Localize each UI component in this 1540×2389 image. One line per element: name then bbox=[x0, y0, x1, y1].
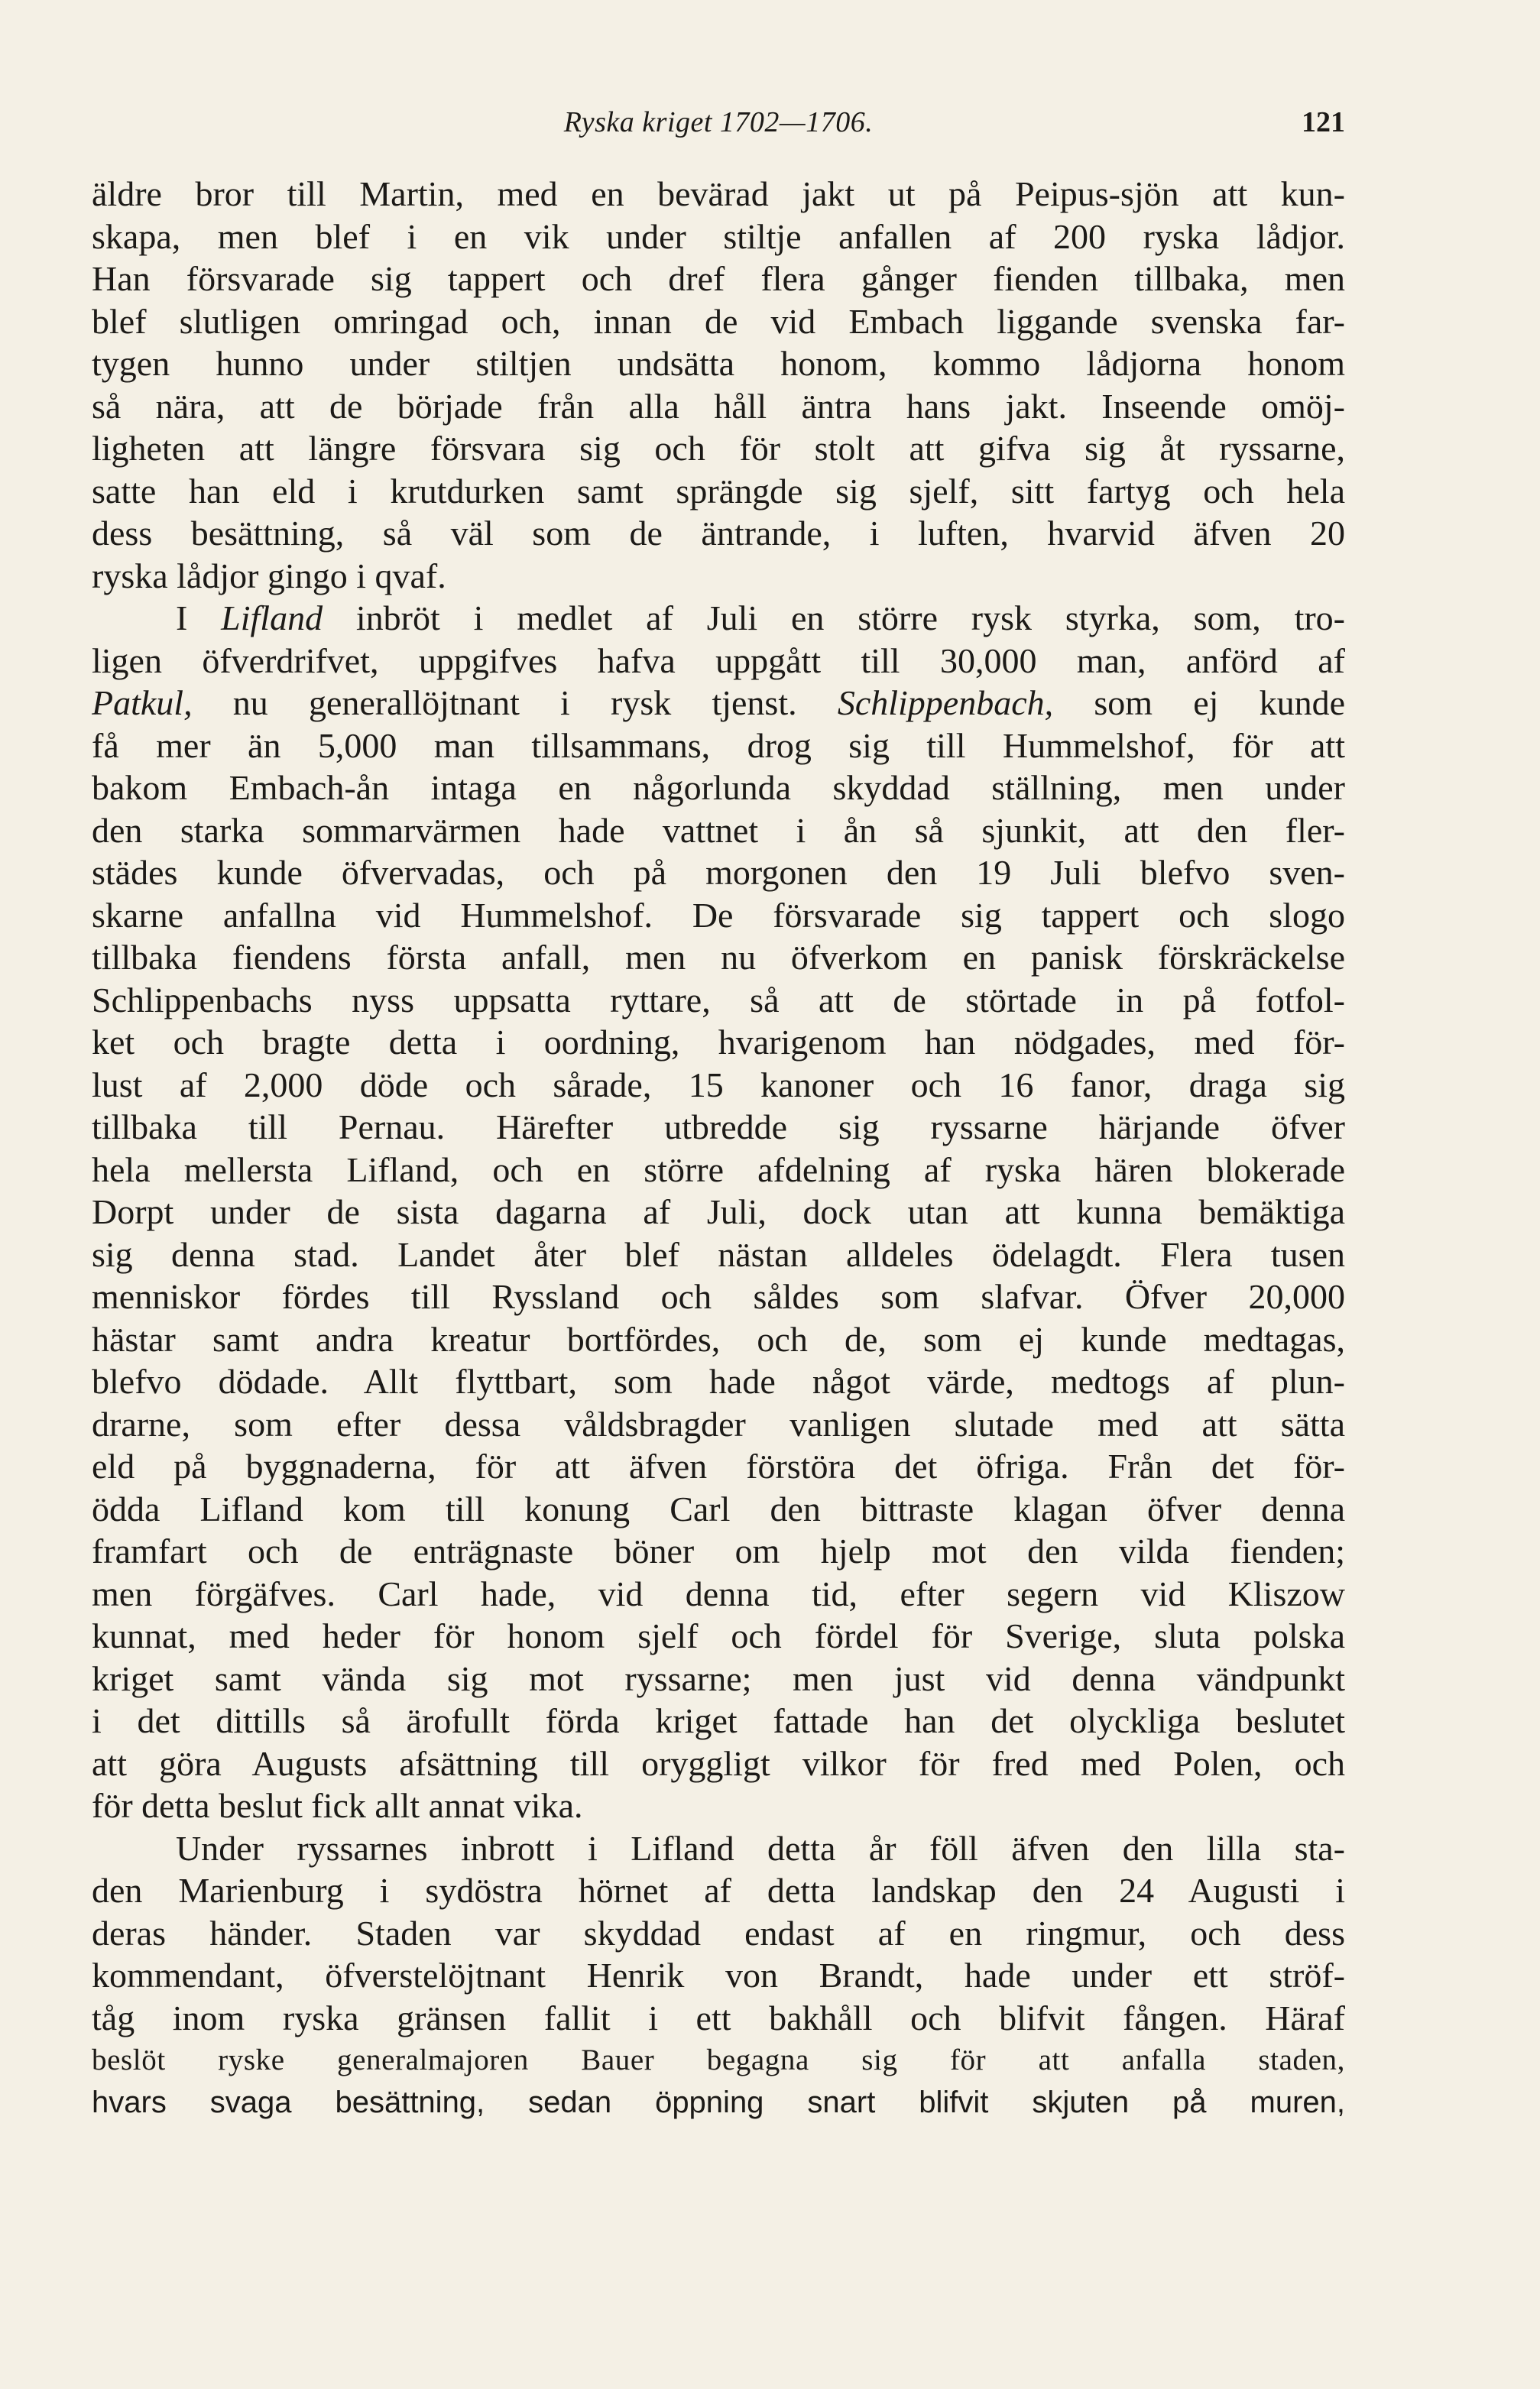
text-line: tygen hunno under stiltjen undsätta honom, kommo lådjorna honom bbox=[92, 344, 1345, 383]
page-number: 121 bbox=[1302, 106, 1345, 138]
text-line: Han försvarade sig tappert och dref flera gånger fienden tillbaka, men bbox=[92, 259, 1345, 298]
text-line: hela mellersta Lifland, och en större afdelning af ryska hären blokerade bbox=[92, 1149, 1345, 1189]
text-line: lust af 2,000 döde och sårade, 15 kanoner och 16 fanor, draga sig bbox=[92, 1065, 1345, 1104]
italic-name: Patkul, bbox=[92, 683, 193, 722]
text-line: sig denna stad. Landet åter blef nästan alldeles ödelagdt. Flera tusen bbox=[92, 1234, 1345, 1274]
text-line: framfart och de enträgnaste böner om hjelp mot den vilda fienden; bbox=[92, 1532, 1345, 1571]
italic-name: Lifland bbox=[221, 598, 323, 637]
text-line: kriget samt vända sig mot ryssarne; men just vid denna vändpunkt bbox=[92, 1658, 1345, 1698]
text-line: menniskor fördes till Ryssland och såldes som slafvar. Öfver 20,000 bbox=[92, 1277, 1345, 1316]
text-line: drarne, som efter dessa våldsbragder vanligen slutade med att sätta bbox=[92, 1404, 1345, 1444]
text-line: äldre bror till Martin, med en bevärad jakt ut på Peipus-sjön att kun- bbox=[92, 174, 1345, 213]
text-line: städes kunde öfvervadas, och på morgonen den 19 Juli blefvo sven- bbox=[92, 853, 1345, 892]
page-header bbox=[92, 105, 1345, 151]
text-line: kommendant, öfverstelöjtnant Henrik von Brandt, hade under ett ströf- bbox=[92, 1956, 1345, 1995]
text-line: den starka sommarvärmen hade vattnet i ån så sjunkit, att den fler- bbox=[92, 810, 1345, 850]
text-line: kunnat, med heder för honom sjelf och fördel för Sverige, sluta polska bbox=[92, 1616, 1345, 1655]
text-line: tillbaka fiendens första anfall, men nu öfverkom en panisk förskräckelse bbox=[92, 938, 1345, 977]
text-line: ket och bragte detta i oordning, hvarigenom han nödgades, med för- bbox=[92, 1023, 1345, 1062]
text-line: ligheten att längre försvara sig och för stolt att gifva sig åt ryssarne, bbox=[92, 429, 1345, 468]
text-line: deras händer. Staden var skyddad endast af en ringmur, och dess bbox=[92, 1913, 1345, 1953]
text-line: skapa, men blef i en vik under stiltje anfallen af 200 ryska lådjor. bbox=[92, 216, 1345, 256]
text-line: tåg inom ryska gränsen fallit i ett bakhåll och blifvit fången. Häraf bbox=[92, 1998, 1345, 2037]
text-line: Dorpt under de sista dagarna af Juli, dock utan att kunna bemäktiga bbox=[92, 1192, 1345, 1231]
text-line: hästar samt andra kreatur bortfördes, och de, som ej kunde medtagas, bbox=[92, 1319, 1345, 1359]
text-line: hvars svaga besättning, sedan öppning snart blifvit skjuten på muren, bbox=[92, 2085, 1345, 2119]
text-line: eld på byggnaderna, för att äfven förstöra det öfriga. Från det för- bbox=[92, 1447, 1345, 1486]
text-line: i det dittills så ärofullt förda kriget fattade han det olyckliga beslutet bbox=[92, 1701, 1345, 1740]
text-line: Schlippenbachs nyss uppsatta ryttare, så att de störtade in på fotfol- bbox=[92, 980, 1345, 1019]
text-line: så nära, att de började från alla håll äntra hans jakt. Inseende omöj- bbox=[92, 386, 1345, 426]
text-line: blefvo dödade. Allt flyttbart, som hade något värde, medtogs af plun- bbox=[92, 1362, 1345, 1401]
running-title: Ryska kriget 1702—1706. bbox=[563, 106, 874, 138]
text-line: I Lifland inbröt i medlet af Juli en större rysk styrka, som, tro- bbox=[176, 598, 1345, 637]
text-line: skarne anfallna vid Hummelshof. De försvarade sig tappert och slogo bbox=[92, 895, 1345, 935]
text-line: få mer än 5,000 man tillsammans, drog sig till Hummelshof, för att bbox=[92, 725, 1345, 765]
text-line: men förgäfves. Carl hade, vid denna tid, efter segern vid Kliszow bbox=[92, 1574, 1345, 1613]
text-line: Under ryssarnes inbrott i Lifland detta år föll äfven den lilla sta- bbox=[176, 1828, 1345, 1868]
text-line: satte han eld i krutdurken samt sprängde sig sjelf, sitt fartyg och hela bbox=[92, 471, 1345, 511]
text-line: den Marienburg i sydöstra hörnet af detta landskap den 24 Augusti i bbox=[92, 1871, 1345, 1910]
text-line: dess besättning, så väl som de äntrande, i luften, hvarvid äfven 20 bbox=[92, 514, 1345, 553]
text-line: ligen öfverdrifvet, uppgifves hafva uppgått till 30,000 man, anförd af bbox=[92, 640, 1345, 680]
body-text bbox=[92, 173, 1345, 2124]
text-line: för detta beslut fick allt annat vika. bbox=[92, 1786, 583, 1825]
text-line: blef slutligen omringad och, innan de vid Embach liggande svenska far- bbox=[92, 301, 1345, 341]
text-line: att göra Augusts afsättning till oryggligt vilkor för fred med Polen, och bbox=[92, 1743, 1345, 1783]
text-line: tillbaka till Pernau. Härefter utbredde sig ryssarne härjande öfver bbox=[92, 1107, 1345, 1146]
text-line: bakom Embach-ån intaga en någorlunda skyddad ställning, men under bbox=[92, 768, 1345, 807]
text-line: ödda Lifland kom till konung Carl den bittraste klagan öfver denna bbox=[92, 1489, 1345, 1528]
text-line: beslöt ryske generalmajoren Bauer begagna sig för att anfalla staden, bbox=[92, 2044, 1345, 2076]
text-line: Patkul, nu generallöjtnant i rysk tjenst. Schlippenbach, som ej kunde bbox=[92, 683, 1345, 722]
text-line: ryska lådjor gingo i qvaf. bbox=[92, 556, 446, 595]
italic-name: Schlippenbach, bbox=[837, 683, 1054, 722]
